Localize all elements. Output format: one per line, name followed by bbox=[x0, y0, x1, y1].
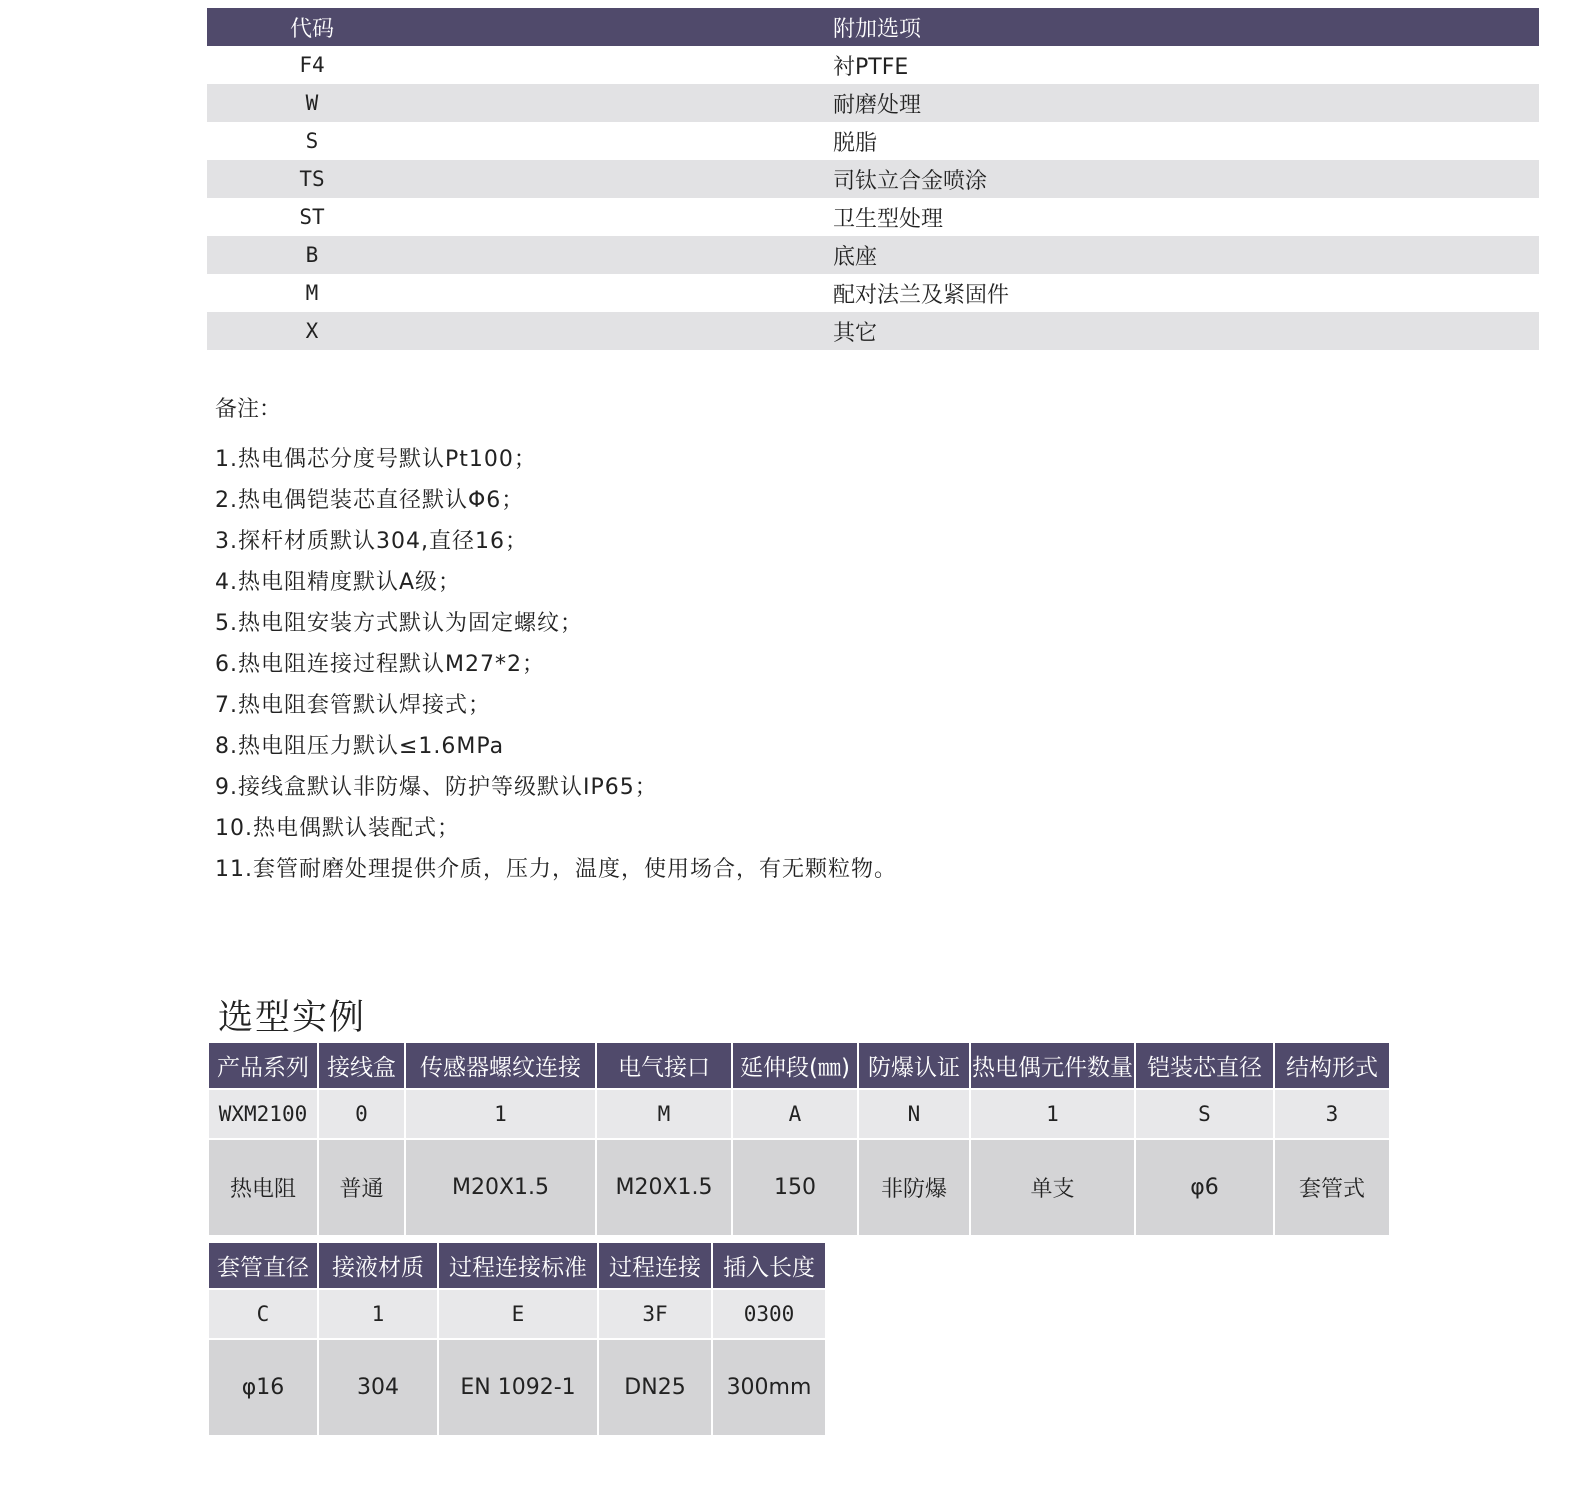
note-item: 11.套管耐磨处理提供介质，压力，温度，使用场合，有无颗粒物。 bbox=[215, 857, 897, 882]
note-item: 8.热电阻压力默认≤1.6MPa bbox=[215, 734, 505, 759]
column-header: 铠装芯直径 bbox=[1136, 1043, 1273, 1088]
option-desc: 耐磨处理 bbox=[833, 92, 922, 118]
column-header: 结构形式 bbox=[1275, 1043, 1389, 1088]
column-desc: 300mm bbox=[713, 1340, 825, 1435]
table-row bbox=[207, 274, 1539, 312]
column-header: 产品系列 bbox=[209, 1043, 317, 1088]
column-code: 3F bbox=[599, 1290, 711, 1338]
column-header: 过程连接标准 bbox=[439, 1243, 597, 1288]
table-row bbox=[207, 312, 1539, 350]
column-code: E bbox=[439, 1290, 597, 1338]
table-row bbox=[207, 236, 1539, 274]
option-code: B bbox=[305, 243, 319, 267]
column-code: 0 bbox=[319, 1090, 404, 1138]
example-column bbox=[713, 1243, 825, 1435]
column-header: 防爆认证 bbox=[859, 1043, 969, 1088]
note-item: 5.热电阻安装方式默认为固定螺纹； bbox=[215, 611, 583, 636]
header-code: 代码 bbox=[289, 16, 334, 42]
column-code: 1 bbox=[406, 1090, 595, 1138]
column-desc: M20X1.5 bbox=[597, 1140, 731, 1235]
column-header: 接线盒 bbox=[319, 1043, 404, 1088]
column-code: N bbox=[859, 1090, 969, 1138]
column-header: 套管直径 bbox=[209, 1243, 317, 1288]
column-code: 0300 bbox=[713, 1290, 825, 1338]
column-code: 1 bbox=[319, 1290, 437, 1338]
example-column bbox=[1275, 1043, 1389, 1235]
column-desc: 单支 bbox=[971, 1140, 1134, 1235]
column-code: 1 bbox=[971, 1090, 1134, 1138]
column-code: A bbox=[733, 1090, 857, 1138]
column-desc: 150 bbox=[733, 1140, 857, 1235]
column-desc: 非防爆 bbox=[859, 1140, 969, 1235]
option-code: S bbox=[305, 129, 319, 153]
option-code: ST bbox=[299, 205, 325, 229]
column-desc: φ6 bbox=[1136, 1140, 1273, 1235]
example-column bbox=[971, 1043, 1134, 1235]
column-header: 热电偶元件数量 bbox=[971, 1043, 1134, 1088]
note-item: 7.热电阻套管默认焊接式； bbox=[215, 693, 491, 718]
column-header: 插入长度 bbox=[713, 1243, 825, 1288]
example-table-1 bbox=[209, 1043, 1389, 1235]
note-item: 10.热电偶默认装配式； bbox=[215, 816, 460, 841]
column-header: 接液材质 bbox=[319, 1243, 437, 1288]
option-desc: 脱脂 bbox=[833, 130, 878, 156]
column-header: 过程连接 bbox=[599, 1243, 711, 1288]
example-table-2 bbox=[209, 1243, 825, 1435]
column-header: 电气接口 bbox=[597, 1043, 731, 1088]
example-column bbox=[319, 1243, 437, 1435]
example-column bbox=[597, 1043, 731, 1235]
note-item: 9.接线盒默认非防爆、防护等级默认IP65； bbox=[215, 775, 658, 800]
table-row bbox=[207, 122, 1539, 160]
option-code: TS bbox=[299, 167, 325, 191]
column-desc: 热电阻 bbox=[209, 1140, 317, 1235]
option-desc: 其它 bbox=[833, 320, 878, 346]
option-code: M bbox=[305, 281, 319, 305]
note-item: 4.热电阻精度默认A级； bbox=[215, 570, 462, 595]
example-column bbox=[733, 1043, 857, 1235]
column-header: 传感器螺纹连接 bbox=[406, 1043, 595, 1088]
example-title: 选型实例 bbox=[218, 998, 367, 1038]
example-column bbox=[439, 1243, 597, 1435]
options-table bbox=[207, 8, 1539, 350]
option-code: W bbox=[305, 91, 319, 115]
example-column bbox=[319, 1043, 404, 1235]
table-row bbox=[207, 198, 1539, 236]
option-desc: 卫生型处理 bbox=[833, 206, 944, 232]
column-desc: 套管式 bbox=[1275, 1140, 1389, 1235]
header-option: 附加选项 bbox=[833, 16, 922, 42]
column-desc: φ16 bbox=[209, 1340, 317, 1435]
note-item: 3.探杆材质默认304,直径16； bbox=[215, 529, 528, 554]
option-desc: 配对法兰及紧固件 bbox=[833, 282, 1010, 308]
note-item: 1.热电偶芯分度号默认Pt100； bbox=[215, 447, 537, 472]
example-column bbox=[1136, 1043, 1273, 1235]
note-item: 6.热电阻连接过程默认M27*2； bbox=[215, 652, 545, 677]
table-row bbox=[207, 160, 1539, 198]
column-desc: 普通 bbox=[319, 1140, 404, 1235]
column-desc: DN25 bbox=[599, 1340, 711, 1435]
option-desc: 衬PTFE bbox=[833, 54, 909, 80]
column-code: 3 bbox=[1275, 1090, 1389, 1138]
example-column bbox=[209, 1243, 317, 1435]
notes-section bbox=[215, 395, 897, 890]
option-code: F4 bbox=[299, 53, 325, 77]
options-table-header bbox=[207, 8, 1539, 46]
notes-title: 备注： bbox=[215, 397, 282, 422]
column-code: M bbox=[597, 1090, 731, 1138]
table-row bbox=[207, 84, 1539, 122]
option-desc: 底座 bbox=[833, 244, 878, 270]
table-row bbox=[207, 46, 1539, 84]
example-column bbox=[406, 1043, 595, 1235]
column-desc: M20X1.5 bbox=[406, 1140, 595, 1235]
column-desc: EN 1092-1 bbox=[439, 1340, 597, 1435]
example-column bbox=[209, 1043, 317, 1235]
note-item: 2.热电偶铠装芯直径默认Φ6； bbox=[215, 488, 525, 513]
column-code: WXM2100 bbox=[209, 1090, 317, 1138]
column-code: S bbox=[1136, 1090, 1273, 1138]
column-code: C bbox=[209, 1290, 317, 1338]
column-header: 延伸段(㎜) bbox=[733, 1043, 857, 1088]
example-column bbox=[859, 1043, 969, 1235]
column-desc: 304 bbox=[319, 1340, 437, 1435]
example-column bbox=[599, 1243, 711, 1435]
option-code: X bbox=[305, 319, 319, 343]
option-desc: 司钛立合金喷涂 bbox=[833, 168, 988, 194]
